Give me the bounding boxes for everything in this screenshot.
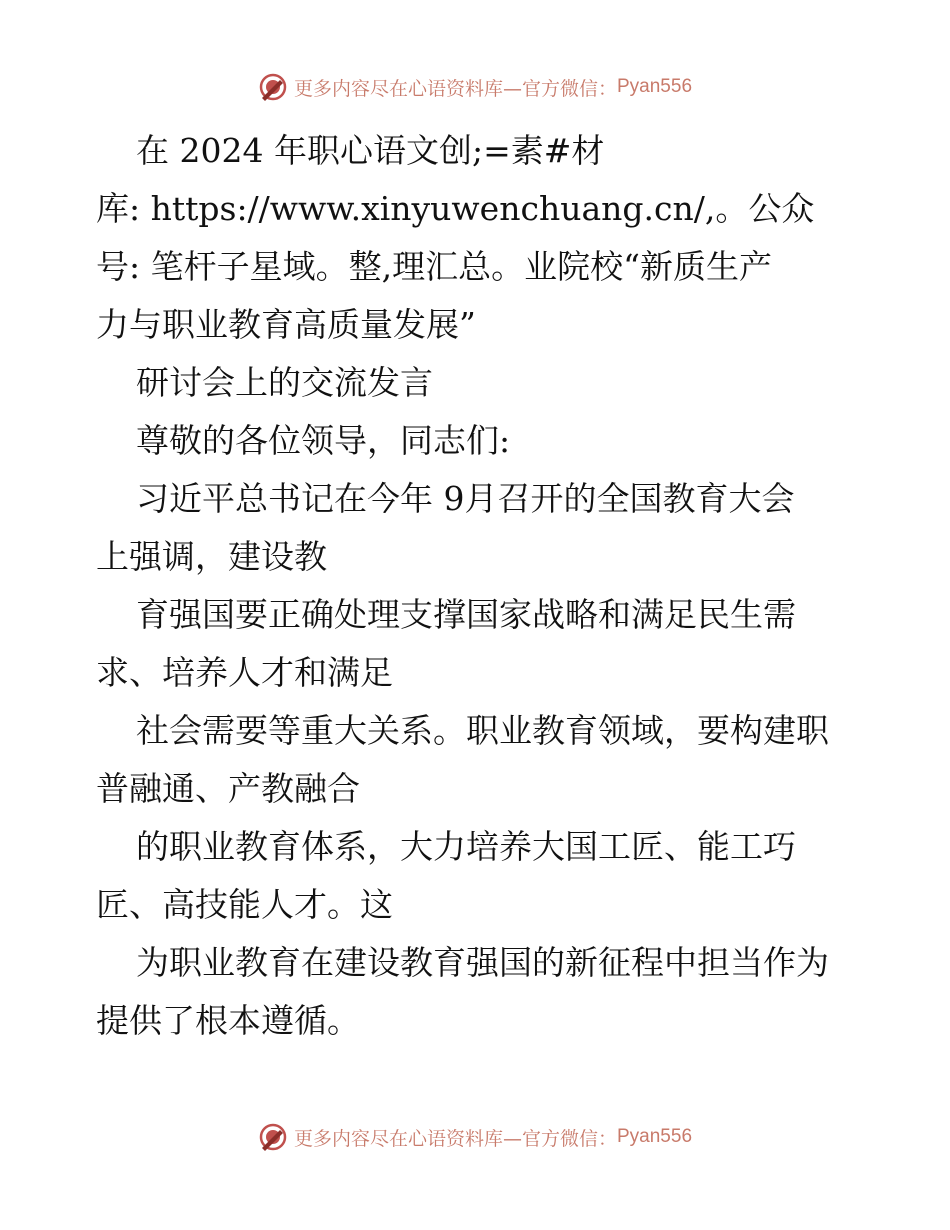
text-line: 在 2024 年职心语文创;=素#材 <box>136 131 605 170</box>
text-line: 匠、高技能人才。这 <box>96 885 393 924</box>
header-watermark <box>0 72 950 102</box>
text-line: 尊敬的各位领导，同志们: <box>136 421 511 460</box>
pen-logo-icon <box>258 1122 288 1152</box>
watermark-handle: Pyan556 <box>617 1126 693 1147</box>
text-line: 求、培养人才和满足 <box>96 653 393 692</box>
text-line: 力与职业教育高质量发展” <box>96 305 476 344</box>
text-line: 提供了根本遵循。 <box>96 1001 360 1040</box>
footer-watermark <box>0 1122 950 1152</box>
text-line: 普融通、产教融合 <box>96 769 360 808</box>
text-line: 号: 笔杆子星域。整,理汇总。业院校“新质生产 <box>96 247 772 286</box>
text-line: 育强国要正确处理支撑国家战略和满足民生需 <box>136 595 796 634</box>
text-line: 库: https://www.xinyuwenchuang.cn/,。公众 <box>96 189 815 228</box>
watermark-handle: Pyan556 <box>617 76 693 97</box>
watermark-text: 更多内容尽在心语资料库—官方微信： <box>293 77 617 100</box>
text-line: 社会需要等重大关系。职业教育领域，要构建职 <box>136 711 829 750</box>
pen-logo-icon <box>258 72 288 102</box>
text-line: 习近平总书记在今年 9月召开的全国教育大会 <box>136 479 795 518</box>
watermark-text: 更多内容尽在心语资料库—官方微信： <box>293 1127 617 1150</box>
text-line: 上强调，建设教 <box>96 537 327 576</box>
document-body <box>96 122 856 1050</box>
text-line: 研讨会上的交流发言 <box>136 363 433 402</box>
text-line: 为职业教育在建设教育强国的新征程中担当作为 <box>136 943 829 982</box>
text-line: 的职业教育体系，大力培养大国工匠、能工巧 <box>136 827 796 866</box>
